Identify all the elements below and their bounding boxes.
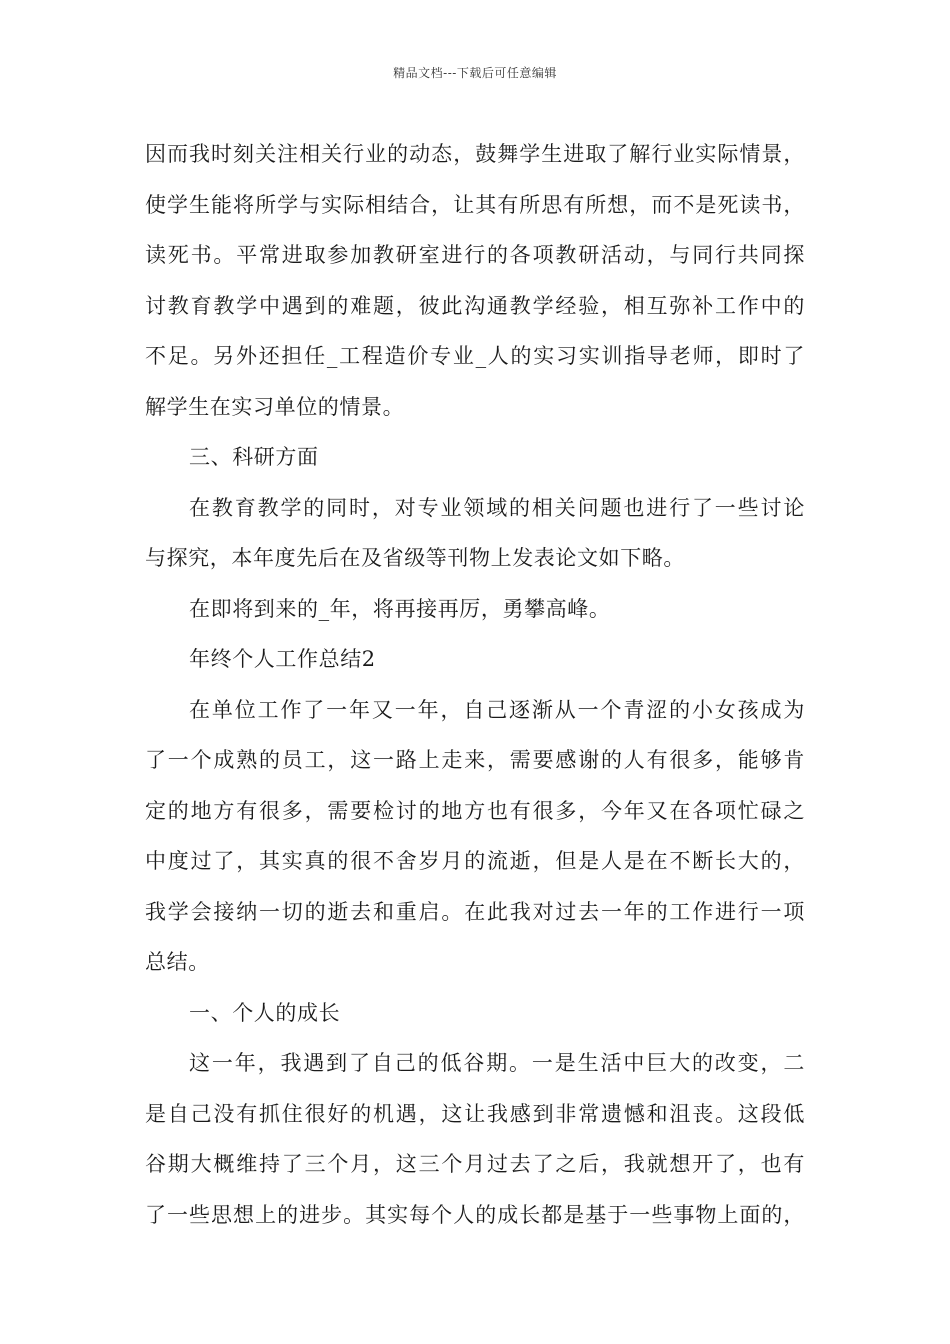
text-line: 了一些思想上的进步。其实每个人的成长都是基于一些事物上面的， [145, 1202, 805, 1227]
text-line: 了一个成熟的员工，这一路上走来，需要感谢的人有很多，能够肯 [145, 748, 805, 772]
text-line: 与探究，本年度先后在及省级等刊物上发表论文如下略。 [145, 546, 685, 570]
text-line: 中度过了，其实真的很不舍岁月的流逝，但是人是在不断长大的， [145, 849, 805, 873]
document-body [145, 129, 805, 1240]
text-line: 我学会接纳一切的逝去和重启。在此我对过去一年的工作进行一项 [145, 899, 805, 924]
text-line: 解学生在实习单位的情景。 [145, 394, 405, 419]
text-line: 总结。 [145, 950, 210, 974]
text-line: 在教育教学的同时，对专业领域的相关问题也进行了一些讨论 [189, 495, 805, 520]
text-line: 读死书。平常进取参加教研室进行的各项教研活动，与同行共同探 [145, 243, 805, 267]
text-line: 定的地方有很多，需要检讨的地方也有很多，今年又在各项忙碌之 [145, 798, 805, 823]
text-line: 在即将到来的_年，将再接再厉，勇攀高峰。 [189, 596, 611, 621]
text-line: 不足。另外还担任_工程造价专业_人的实习实训指导老师，即时了 [145, 344, 805, 368]
text-line: 一、个人的成长 [189, 1000, 341, 1025]
text-line: 三、科研方面 [189, 445, 319, 469]
text-line: 在单位工作了一年又一年，自己逐渐从一个青涩的小女孩成为 [189, 697, 805, 722]
text-line: 这一年，我遇到了自己的低谷期。一是生活中巨大的改变，二 [189, 1051, 805, 1075]
page-header: 精品文档---下载后可任意编辑 [393, 66, 557, 80]
text-line: 是自己没有抓住很好的机遇，这让我感到非常遗憾和沮丧。这段低 [145, 1101, 805, 1126]
text-line: 讨教育教学中遇到的难题，彼此沟通教学经验，相互弥补工作中的 [145, 293, 805, 318]
text-line: 谷期大概维持了三个月，这三个月过去了之后，我就想开了，也有 [145, 1152, 805, 1176]
text-line: 年终个人工作总结2 [189, 647, 376, 671]
text-line: 使学生能将所学与实际相结合，让其有所思有所想，而不是死读书， [145, 192, 805, 217]
text-line: 因而我时刻关注相关行业的动态，鼓舞学生进取了解行业实际情景， [145, 142, 805, 166]
